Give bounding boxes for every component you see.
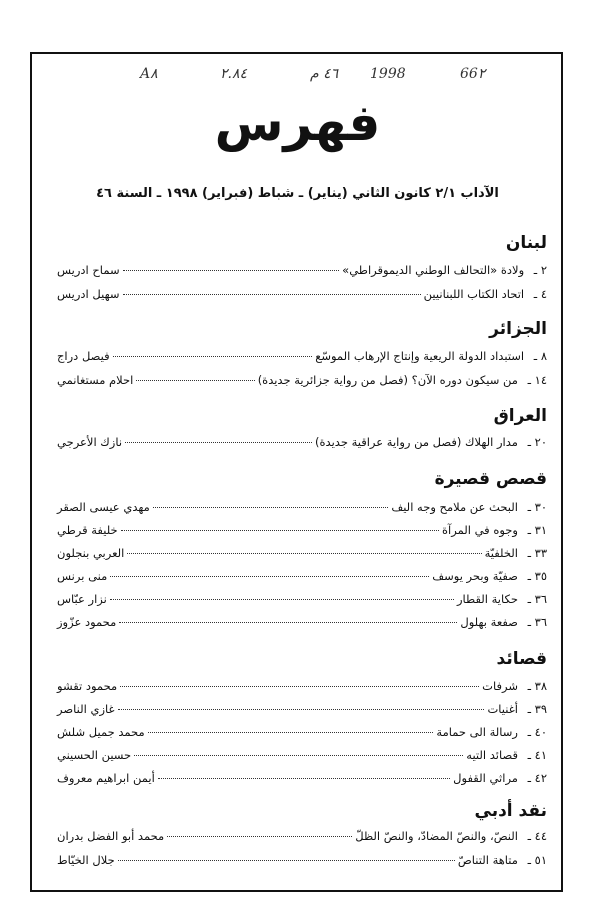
entry-title: قصائد التيه — [466, 748, 518, 762]
section-heading-literary-criticism: نقد أدبي — [474, 801, 547, 821]
section-heading-iraq: العراق — [493, 406, 547, 426]
entry-title: من سيكون دوره الآن؟ (فصل من رواية جزائرية جديدة) — [257, 373, 518, 387]
entry-author: فيصل دراج — [57, 349, 110, 363]
dot-leader — [119, 622, 457, 623]
handwritten-note: 66٢ — [460, 66, 486, 82]
entry-page: ٣٦ — [534, 592, 547, 606]
dot-leader — [120, 686, 479, 687]
entry-title: مدار الهلاك (فصل من رواية عراقية جديدة) — [315, 435, 518, 449]
entry-page: ٤٢ — [534, 771, 547, 785]
toc-entry: ٣٩ ـ أغنيات غازي الناصر — [57, 699, 547, 719]
dot-leader — [158, 778, 450, 779]
entry-page: ٣٦ — [534, 615, 547, 629]
toc-entry: ٣٦ ـ صفعة بهلول محمود عزّوز — [57, 612, 547, 632]
entry-author: خليفة قرطي — [57, 523, 118, 537]
entry-page: ٤٤ — [534, 829, 547, 843]
toc-entry: ٣٥ ـ صفيّة وبحر يوسف منى برنس — [57, 566, 547, 586]
handwritten-note: A‏٨ — [140, 66, 158, 82]
entry-author: حسين الحسيني — [57, 748, 132, 762]
entry-page: ٣١ — [534, 523, 547, 537]
dot-leader — [113, 356, 313, 357]
entry-author: سهيل ادريس — [57, 287, 120, 301]
entry-page: ٤٠ — [534, 725, 547, 739]
dot-leader — [118, 709, 485, 710]
entry-author: نزار عبّاس — [57, 592, 107, 606]
toc-entry: ٤٢ ـ مراثي القفول أيمن ابراهيم معروف — [57, 768, 547, 788]
toc-entry: ٤٠ ـ رسالة الى حمامة محمد جميل شلش — [57, 722, 547, 742]
entry-title: النصّ، والنصّ المضادّ، والنصّ الظلّ — [355, 829, 518, 843]
dot-leader — [110, 576, 429, 577]
entry-author: غازي الناصر — [57, 702, 115, 716]
entry-title: صفعة بهلول — [460, 615, 518, 629]
dot-leader — [121, 530, 439, 531]
entry-author: منى برنس — [57, 569, 108, 583]
toc-entry: ٣٨ ـ شرفات محمود تقشو — [57, 676, 547, 696]
section-heading-lebanon: لبنان — [505, 233, 547, 253]
toc-entry: ٥١ ـ متاهة التناصّ جلال الخيّاط — [57, 850, 547, 870]
entry-title: حكاية القطار — [456, 592, 518, 606]
entry-page: ١٤ — [534, 373, 547, 387]
entry-author: محمود تقشو — [57, 679, 118, 693]
handwritten-note: ٤٦ م — [310, 66, 339, 82]
page-title: فهرس — [214, 94, 381, 152]
entry-page: ٣٨ — [534, 679, 547, 693]
entry-author: جلال الخيّاط — [57, 853, 115, 867]
entry-page: ٨ — [540, 349, 547, 363]
entry-title: اتحاد الكتاب اللبنانيين — [423, 287, 525, 301]
dot-leader — [153, 507, 388, 508]
entry-author: نازك الأعرجي — [57, 435, 123, 449]
entry-author: العربي بنجلون — [57, 546, 125, 560]
section-heading-algeria: الجزائر — [489, 319, 547, 339]
section-heading-short-stories: قصص قصيرة — [434, 469, 547, 489]
entry-title: مراثي القفول — [453, 771, 518, 785]
toc-entry: ٤ ـ اتحاد الكتاب اللبنانيين سهيل ادريس — [57, 284, 547, 304]
entry-author: محمود عزّوز — [57, 615, 117, 629]
dot-leader — [134, 755, 463, 756]
entry-title: رسالة الى حمامة — [436, 725, 518, 739]
dot-leader — [136, 380, 254, 381]
dot-leader — [125, 442, 312, 443]
dot-leader — [118, 860, 455, 861]
entry-page: ٣٠ — [534, 500, 547, 514]
entry-title: الخلفيّة — [484, 546, 518, 560]
entry-page: ٢ — [540, 263, 547, 277]
toc-entry: ١٤ ـ من سيكون دوره الآن؟ (فصل من رواية جزائرية جديدة) احلام مستغانمي — [57, 370, 547, 390]
section-heading-poems: قصائد — [496, 649, 547, 669]
entry-author: احلام مستغانمي — [57, 373, 134, 387]
dot-leader — [123, 270, 340, 271]
entry-page: ٤١ — [534, 748, 547, 762]
handwritten-note: ٢.٨٤ — [220, 66, 248, 82]
entry-page: ٣٥ — [534, 569, 547, 583]
entry-author: محمد جميل شلش — [57, 725, 145, 739]
handwritten-notes — [60, 66, 535, 88]
entry-title: شرفات — [482, 679, 518, 693]
entry-title: استبداد الدولة الريعية وإنتاج الإرهاب الموسّع — [315, 349, 525, 363]
dot-leader — [148, 732, 434, 733]
entry-title: أغنيات — [487, 702, 518, 716]
entry-page: ٤ — [540, 287, 547, 301]
entry-page: ٢٠ — [534, 435, 547, 449]
dot-leader — [127, 553, 481, 554]
entry-title: متاهة التناصّ — [457, 853, 518, 867]
toc-entry: ٢٠ ـ مدار الهلاك (فصل من رواية عراقية جديدة) نازك الأعرجي — [57, 432, 547, 452]
entry-title: ولادة «التحالف الوطني الديموقراطي» — [342, 263, 525, 277]
entry-author: مهدي عيسى الصقر — [57, 500, 150, 514]
entry-title: وجوه في المرآة — [442, 523, 518, 537]
toc-entry: ٣٠ ـ البحث عن ملامح وجه اليف مهدي عيسى الصقر — [57, 497, 547, 517]
dot-leader — [110, 599, 454, 600]
toc-entry: ٤١ ـ قصائد التيه حسين الحسيني — [57, 745, 547, 765]
entry-author: أيمن ابراهيم معروف — [57, 771, 155, 785]
entry-author: سماح ادريس — [57, 263, 120, 277]
issue-line: الآداب ٢/١ كانون الثاني (يناير) ـ شباط (فبراير) ١٩٩٨ ـ السنة ٤٦ — [96, 186, 499, 201]
dot-leader — [167, 836, 352, 837]
entry-page: ٣٣ — [534, 546, 547, 560]
entry-page: ٥١ — [534, 853, 547, 867]
toc-entry: ٢ ـ ولادة «التحالف الوطني الديموقراطي» سماح ادريس — [57, 260, 547, 280]
dot-leader — [123, 294, 421, 295]
entry-title: صفيّة وبحر يوسف — [432, 569, 518, 583]
entry-title: البحث عن ملامح وجه اليف — [391, 500, 518, 514]
toc-entry: ٨ ـ استبداد الدولة الريعية وإنتاج الإرهاب الموسّع فيصل دراج — [57, 346, 547, 366]
toc-entry: ٣١ ـ وجوه في المرآة خليفة قرطي — [57, 520, 547, 540]
entry-page: ٣٩ — [534, 702, 547, 716]
handwritten-note: 1998 — [370, 66, 406, 82]
toc-entry: ٤٤ ـ النصّ، والنصّ المضادّ، والنصّ الظلّ محمد أبو الفضل بدران — [57, 826, 547, 846]
toc-entry: ٣٦ ـ حكاية القطار نزار عبّاس — [57, 589, 547, 609]
entry-author: محمد أبو الفضل بدران — [57, 829, 165, 843]
toc-entry: ٣٣ ـ الخلفيّة العربي بنجلون — [57, 543, 547, 563]
